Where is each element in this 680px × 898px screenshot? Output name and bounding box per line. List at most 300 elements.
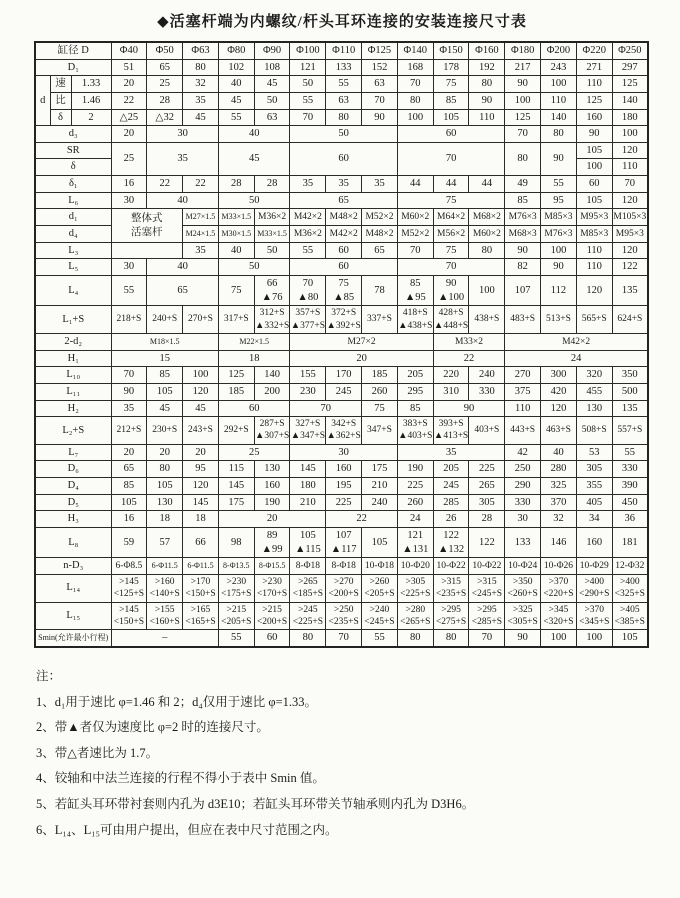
table-cell: △25 [111, 109, 147, 126]
table-cell: 170 [326, 367, 362, 384]
table-cell: 55 [326, 76, 362, 93]
table-cell: 190 [397, 461, 433, 478]
table-cell: 205 [433, 461, 469, 478]
table-cell: 300 [541, 367, 577, 384]
table-cell: H₂ [35, 400, 111, 417]
table-cell: 63 [254, 109, 290, 126]
table-cell: 63 [362, 76, 398, 93]
table-cell: 192 [469, 59, 505, 76]
table-cell: M105×3 [612, 209, 648, 226]
table-cell: 60 [326, 242, 362, 259]
table-cell: 50 [290, 126, 397, 143]
table-cell: 70 [397, 142, 504, 175]
table-cell: 80 [290, 630, 326, 647]
table-cell: 297 [612, 59, 648, 76]
table-cell: 383+S ▲403+S [397, 417, 433, 445]
table-cell: 327+S ▲347+S [290, 417, 326, 445]
table-cell: >215 <205+S [218, 602, 254, 630]
table-cell: 121 [290, 59, 326, 76]
table-cell: 85 [505, 192, 541, 209]
table-cell: D₄ [35, 478, 111, 495]
table-cell: M85×3 [541, 209, 577, 226]
table-cell: 80 [397, 630, 433, 647]
table-cell: 22 [147, 176, 183, 193]
table-cell: 105 [612, 630, 648, 647]
table-cell: >400 <325+S [612, 574, 648, 602]
note-line: 3、带△者速比为 1.7。 [36, 745, 159, 760]
table-cell: 320 [576, 367, 612, 384]
table-cell: 24 [397, 511, 433, 528]
table-cell: 8-Φ15.5 [254, 558, 290, 575]
table-cell: 110 [576, 242, 612, 259]
table-cell: 75 [433, 242, 469, 259]
table-cell: 375 [505, 383, 541, 400]
table-cell: >160 <140+S [147, 574, 183, 602]
table-cell: 1.33 [71, 76, 111, 93]
table-cell: Φ90 [254, 42, 290, 59]
table-cell: 115 [218, 461, 254, 478]
table-cell: 28 [218, 176, 254, 193]
table-cell: 55 [111, 275, 147, 305]
table-cell: 90 [362, 109, 398, 126]
table-cell: 22 [111, 92, 147, 109]
table-cell: M33×2 [433, 333, 505, 350]
table-cell: 508+S [576, 417, 612, 445]
page-title: ◆活塞杆端为内螺纹/杆头耳环连接的安装连接尺寸表 [157, 14, 527, 30]
table-cell: 34 [576, 511, 612, 528]
table-cell: 20 [147, 444, 183, 461]
table-cell: 133 [505, 528, 541, 558]
table-cell: 243+S [183, 417, 219, 445]
table-cell: 50 [218, 259, 290, 276]
table-cell: 271 [576, 59, 612, 76]
table-cell: 350 [612, 367, 648, 384]
table-cell: 35 [147, 142, 219, 175]
table-cell: 85 [147, 367, 183, 384]
table-cell: 80 [433, 630, 469, 647]
table-cell: L₄ [35, 275, 111, 305]
table-cell: 160 [576, 528, 612, 558]
table-cell: 70 [290, 400, 362, 417]
table-cell: 185 [362, 367, 398, 384]
table-cell: 212+S [111, 417, 147, 445]
table-cell: 6-Φ8.5 [111, 558, 147, 575]
table-cell: 90 [541, 259, 577, 276]
table-cell: 100 [541, 630, 577, 647]
table-cell: 90 ▲100 [433, 275, 469, 305]
table-cell: 175 [362, 461, 398, 478]
table-cell: M36×2 [290, 226, 326, 243]
table-cell: 26 [433, 511, 469, 528]
table-cell: 403+S [469, 417, 505, 445]
table-cell: 63 [326, 92, 362, 109]
table-cell: >245 <225+S [290, 602, 326, 630]
table-cell: M27×1.5 [183, 209, 219, 226]
table-cell: δ₁ [35, 176, 111, 193]
table-cell: 32 [183, 76, 219, 93]
table-cell: 100 [397, 109, 433, 126]
table-cell: 35 [111, 400, 147, 417]
table-cell: >405 <385+S [612, 602, 648, 630]
table-cell: 312+S ▲332+S [254, 306, 290, 334]
table-cell: 210 [362, 478, 398, 495]
table-cell: 125 [505, 109, 541, 126]
table-cell: 330 [469, 383, 505, 400]
table-cell: 105 ▲115 [290, 528, 326, 558]
table-cell: 82 [505, 259, 541, 276]
table-cell: 10-Φ26 [541, 558, 577, 575]
table-cell: 146 [541, 528, 577, 558]
table-cell: 565+S [576, 306, 612, 334]
table-cell: 45 [254, 76, 290, 93]
table-cell: 55 [218, 109, 254, 126]
table-cell: H₃ [35, 511, 111, 528]
table-cell: >325 <305+S [505, 602, 541, 630]
table-cell: 120 [576, 275, 612, 305]
table-cell: 70 [612, 176, 648, 193]
table-cell: 60 [290, 142, 397, 175]
table-cell: 32 [541, 511, 577, 528]
table-cell: 60 [254, 630, 290, 647]
table-cell: 70 [397, 76, 433, 93]
table-cell: D₅ [35, 494, 111, 511]
table-cell: 290 [505, 478, 541, 495]
table-cell: 50 [254, 242, 290, 259]
table-cell: M60×2 [397, 209, 433, 226]
table-cell: 30 [290, 444, 397, 461]
table-cell: Φ150 [433, 42, 469, 59]
table-cell: M56×2 [433, 226, 469, 243]
table-cell: M36×2 [254, 209, 290, 226]
table-cell: 66 ▲76 [254, 275, 290, 305]
table-cell: 180 [612, 109, 648, 126]
table-cell: 120 [541, 400, 577, 417]
table-cell: M18×1.5 [111, 333, 218, 350]
table-cell: 80 [326, 109, 362, 126]
table-cell: 22 [326, 511, 398, 528]
table-cell: 190 [254, 494, 290, 511]
table-cell: 89 ▲99 [254, 528, 290, 558]
table-cell: 240+S [147, 306, 183, 334]
table-cell: 100 [541, 76, 577, 93]
table-cell: M95×3 [612, 226, 648, 243]
table-cell: 24 [505, 350, 648, 367]
table-cell: 217 [505, 59, 541, 76]
table-cell: d₁ [35, 209, 111, 226]
table-cell: 比 [50, 92, 71, 109]
table-cell: 90 [111, 383, 147, 400]
table-cell: 95 [183, 461, 219, 478]
table-cell: 85 ▲95 [397, 275, 433, 305]
table-cell: 20 [290, 350, 433, 367]
table-cell: 160 [576, 109, 612, 126]
table-cell: 145 [218, 478, 254, 495]
table-cell: Φ200 [541, 42, 577, 59]
table-cell: d [35, 76, 50, 126]
table-cell: D₁ [35, 59, 111, 76]
table-cell: 18 [218, 350, 290, 367]
table-cell: 70 [362, 92, 398, 109]
note-line: 1、d₁用于速比 φ=1.46 和 2；d₄仅用于速比 φ=1.33。 [36, 694, 317, 709]
table-cell: 70 [111, 367, 147, 384]
table-cell: 120 [183, 383, 219, 400]
note-line: 4、铰轴和中法兰连接的行程不得小于表中 Smin 值。 [36, 771, 325, 786]
table-cell: 140 [612, 92, 648, 109]
table-cell: 310 [433, 383, 469, 400]
table-cell: 10-Φ22 [433, 558, 469, 575]
table-cell: 40 [147, 192, 219, 209]
table-cell: 55 [541, 176, 577, 193]
table-cell: SR [35, 142, 111, 159]
table-cell: >370 <220+S [541, 574, 577, 602]
table-cell: 速 [50, 76, 71, 93]
table-cell: 463+S [541, 417, 577, 445]
table-cell: 110 [612, 159, 648, 176]
table-cell: M30×1.5 [218, 226, 254, 243]
table-cell: Smin(允许最小行程) [35, 630, 111, 647]
table-cell: D₆ [35, 461, 111, 478]
table-cell: 438+S [469, 306, 505, 334]
table-cell: 245 [326, 383, 362, 400]
table-cell: 160 [326, 461, 362, 478]
table-cell: 20 [183, 444, 219, 461]
table-cell: 35 [183, 92, 219, 109]
table-cell: 缸径 D [35, 42, 111, 59]
table-cell: >350 <260+S [505, 574, 541, 602]
table-cell: 120 [183, 478, 219, 495]
table-cell: 2 [71, 109, 111, 126]
table-cell: 35 [397, 444, 504, 461]
table-cell: 65 [147, 275, 219, 305]
table-cell: 347+S [362, 417, 398, 445]
table-cell: >295 <285+S [469, 602, 505, 630]
table-cell: 8-Φ18 [290, 558, 326, 575]
table-cell: M85×3 [576, 226, 612, 243]
table-cell: 40 [218, 242, 254, 259]
notes-section [36, 664, 662, 843]
table-cell: 305 [576, 461, 612, 478]
table-cell: 110 [505, 400, 541, 417]
table-cell: Φ40 [111, 42, 147, 59]
table-cell: 50 [254, 92, 290, 109]
table-cell: >370 <345+S [576, 602, 612, 630]
table-cell: 357+S ▲377+S [290, 306, 326, 334]
table-cell: L₆ [35, 192, 111, 209]
table-cell: M64×2 [433, 209, 469, 226]
table-cell: 100 [576, 159, 612, 176]
table-cell: 100 [469, 275, 505, 305]
table-cell: M42×2 [290, 209, 326, 226]
table-cell: 20 [111, 76, 147, 93]
table-cell: Φ125 [362, 42, 398, 59]
table-cell: Φ180 [505, 42, 541, 59]
table-cell: 35 [183, 242, 219, 259]
table-cell: 35 [362, 176, 398, 193]
table-cell: 122 [469, 528, 505, 558]
table-cell: >215 <200+S [254, 602, 290, 630]
table-cell: Φ160 [469, 42, 505, 59]
table-cell: 53 [576, 444, 612, 461]
table-cell: >145 <125+S [111, 574, 147, 602]
table-cell: 45 [147, 400, 183, 417]
table-cell: M24×1.5 [183, 226, 219, 243]
table-cell: 107 [505, 275, 541, 305]
table-cell: 105 [576, 142, 612, 159]
table-cell: 8-Φ13.5 [218, 558, 254, 575]
table-cell: 100 [541, 242, 577, 259]
table-cell: >260 <205+S [362, 574, 398, 602]
table-cell: 50 [218, 192, 290, 209]
table-cell: 整体式 活塞杆 [111, 209, 183, 242]
table-cell: 107 ▲117 [326, 528, 362, 558]
table-cell: 70 [290, 109, 326, 126]
table-cell: Φ80 [218, 42, 254, 59]
table-cell: 418+S ▲438+S [397, 306, 433, 334]
table-cell: 44 [469, 176, 505, 193]
table-cell: Φ220 [576, 42, 612, 59]
table-cell: 70 [397, 259, 504, 276]
table-cell: 287+S ▲307+S [254, 417, 290, 445]
table-cell: 85 [111, 478, 147, 495]
table-cell: M68×2 [469, 209, 505, 226]
table-cell: >345 <320+S [541, 602, 577, 630]
table-cell: 110 [469, 109, 505, 126]
table-cell: M22×1.5 [218, 333, 290, 350]
table-cell: L₁+S [35, 306, 111, 334]
table-cell: M68×3 [505, 226, 541, 243]
table-cell: M95×3 [576, 209, 612, 226]
table-cell: M60×2 [469, 226, 505, 243]
table-cell: 130 [576, 400, 612, 417]
table-cell: Φ63 [183, 42, 219, 59]
table-cell: 405 [576, 494, 612, 511]
table-cell: 50 [290, 76, 326, 93]
table-cell: 122 [612, 259, 648, 276]
table-cell: >240 <245+S [362, 602, 398, 630]
table-cell: 10-Φ24 [505, 558, 541, 575]
dimension-table [34, 41, 649, 648]
table-cell: 55 [362, 630, 398, 647]
table-cell: 513+S [541, 306, 577, 334]
table-cell: 45 [183, 109, 219, 126]
table-cell: 10-Φ22 [469, 558, 505, 575]
note-line: 2、带▲者仅为速度比 φ=2 时的连接尺寸。 [36, 720, 269, 735]
table-cell: 265 [469, 478, 505, 495]
table-cell: 230+S [147, 417, 183, 445]
table-cell: 12-Φ32 [612, 558, 648, 575]
table-cell: 16 [111, 176, 147, 193]
table-cell: 40 [218, 126, 290, 143]
table-cell: 80 [397, 92, 433, 109]
table-cell: 18 [183, 511, 219, 528]
table-cell: 420 [541, 383, 577, 400]
table-cell: >295 <275+S [433, 602, 469, 630]
note-line: 5、若缸头耳环带衬套则内孔为 d3E10；若缸头耳环带关节轴承则内孔为 D3H6。 [36, 797, 475, 812]
table-cell: >400 <290+S [576, 574, 612, 602]
table-cell: 80 [469, 242, 505, 259]
table-cell: 55 [290, 242, 326, 259]
table-cell: >170 <150+S [183, 574, 219, 602]
table-cell: – [111, 630, 218, 647]
table-cell: 60 [218, 400, 290, 417]
table-cell: △32 [147, 109, 183, 126]
table-cell: 230 [290, 383, 326, 400]
table-cell: 15 [111, 350, 218, 367]
table-cell: 122 ▲132 [433, 528, 469, 558]
table-cell: 370 [541, 494, 577, 511]
table-cell: 355 [576, 478, 612, 495]
table-cell: 75 [433, 76, 469, 93]
table-cell: 98 [218, 528, 254, 558]
table-cell: 120 [612, 242, 648, 259]
table-cell: 78 [362, 275, 398, 305]
table-cell: 624+S [612, 306, 648, 334]
table-cell: 51 [111, 59, 147, 76]
table-cell: 140 [541, 109, 577, 126]
table-cell: 205 [397, 367, 433, 384]
table-cell: 75 [362, 400, 398, 417]
table-cell: 30 [111, 259, 147, 276]
table-cell: 557+S [612, 417, 648, 445]
table-cell: n-D₃ [35, 558, 111, 575]
table-cell: 180 [290, 478, 326, 495]
table-cell: 70 [326, 630, 362, 647]
table-cell [111, 242, 183, 259]
table-cell: 105 [147, 478, 183, 495]
table-cell: 285 [433, 494, 469, 511]
table-cell: 100 [183, 367, 219, 384]
table-cell: 85 [397, 400, 433, 417]
table-cell: H₁ [35, 350, 111, 367]
table-cell: 185 [218, 383, 254, 400]
table-cell: 30 [111, 192, 147, 209]
table-cell: 125 [576, 92, 612, 109]
table-cell: 112 [541, 275, 577, 305]
table-cell: M42×2 [326, 226, 362, 243]
table-cell: δ [50, 109, 71, 126]
table-cell: 35 [326, 176, 362, 193]
table-cell: 20 [111, 126, 147, 143]
table-cell: 44 [433, 176, 469, 193]
table-cell: 110 [541, 92, 577, 109]
table-cell: 130 [254, 461, 290, 478]
table-cell: 10-Φ18 [362, 558, 398, 575]
table-cell: 57 [147, 528, 183, 558]
table-cell: 75 ▲85 [326, 275, 362, 305]
table-cell: M33×1.5 [254, 226, 290, 243]
table-cell: L₁₄ [35, 574, 111, 602]
table-cell: 90 [469, 92, 505, 109]
table-cell: >230 <175+S [218, 574, 254, 602]
table-cell: Φ110 [326, 42, 362, 59]
table-cell: 70 [469, 630, 505, 647]
table-cell: 152 [362, 59, 398, 76]
table-cell: Φ250 [612, 42, 648, 59]
table-cell: M76×3 [541, 226, 577, 243]
table-cell: 65 [362, 242, 398, 259]
table-cell: 295 [397, 383, 433, 400]
table-cell: L₂+S [35, 417, 111, 445]
table-cell: M76×3 [505, 209, 541, 226]
table-cell: 260 [362, 383, 398, 400]
table-cell: 65 [147, 59, 183, 76]
table-cell: L₁₁ [35, 383, 111, 400]
table-cell: 80 [505, 142, 541, 175]
table-cell: 75 [397, 192, 504, 209]
table-cell: 16 [111, 511, 147, 528]
note-line: 6、L₁₄、L₁₅可由用户提出，但应在表中尺寸范围之内。 [36, 822, 338, 837]
table-cell: 102 [218, 59, 254, 76]
